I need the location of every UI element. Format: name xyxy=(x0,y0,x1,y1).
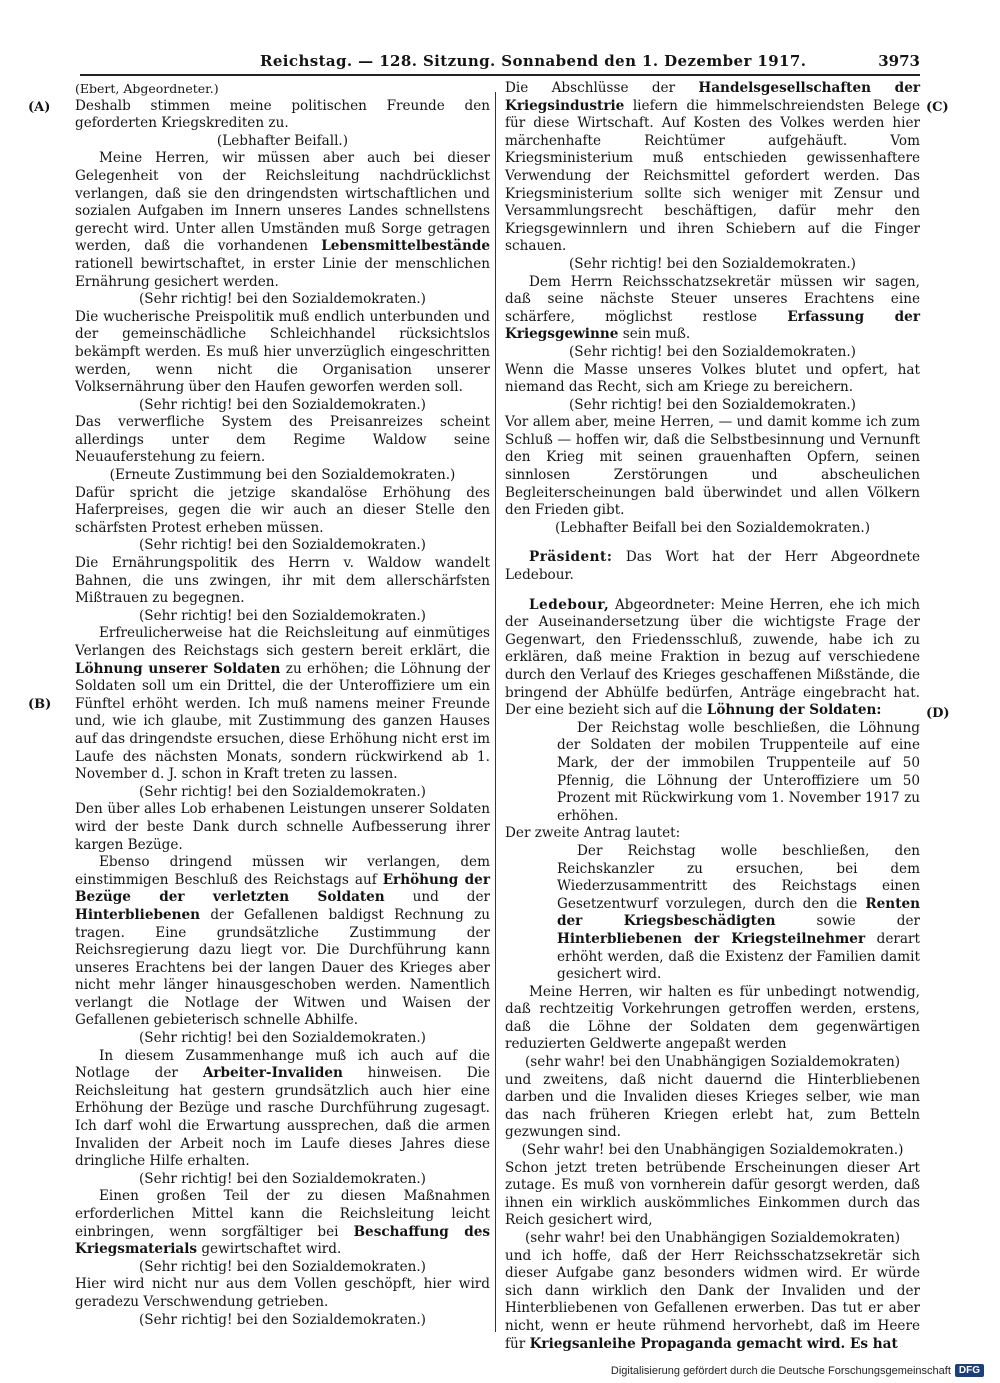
interjection: (sehr wahr! bei den Unabhängigen Sozialdemokraten) xyxy=(524,1054,901,1071)
page-number: 3973 xyxy=(878,52,920,70)
text: Ebenso dringend müssen wir verlangen, dem einstimmigen Beschluß des Reichstags auf xyxy=(75,854,490,888)
interjection: (Sehr richtig! bei den Sozialdemokraten.) xyxy=(139,1311,426,1328)
column-divider xyxy=(495,92,496,1332)
emphasis: Hinterbliebenen der Kriegsteilnehmer xyxy=(557,930,866,947)
left-column xyxy=(75,80,490,1329)
paragraph xyxy=(505,597,920,720)
emphasis: Erfassung der Kriegsgewinne xyxy=(505,308,920,343)
text: Die Abschlüsse der xyxy=(505,80,699,96)
text: rationell bewirtschaftet, in erster Linie der menschlichen Ernährung gesichert werden. xyxy=(75,255,490,290)
emphasis: Renten der Kriegsbeschädigten xyxy=(557,895,920,930)
text: zu erhöhen; die Löhnung der Soldaten soll um ein Drittel, die der Unteroffiziere um ein Fünftel erhöht werden. Ich muß namens meiner Freunde und, wie ich glaube, mit Zustimmung des ganzen Hauses auf das dringendste ersuchen, diese Erhöhung nicht erst im Laufe des nächsten Monats, sondern rückwirkend ab 1. November d. J. schon in Kraft treten zu lassen. xyxy=(75,660,490,783)
running-title: Reichstag. — 128. Sitzung. Sonnabend den 1. Dezember 1917. xyxy=(260,52,807,70)
paragraph: und zweitens, daß nicht dauernd die Hinterbliebenen darben und die Invaliden dieses Krieges selber, wie man das nach früheren Kriegen erlebt hat, zum Betteln gezwungen sind. xyxy=(505,1071,920,1141)
paragraph xyxy=(505,80,920,256)
paragraph: Die wucherische Preispolitik muß endlich unterbunden und der gemeinschädliche Schleichhandel rücksichtslos bekämpft werden. Es muß hier unverzüglich eingeschritten werden, wenn nicht die Organisation unserer Volksernährung über den Haufen geworfen werden soll. xyxy=(75,308,490,396)
text: und der xyxy=(384,889,490,906)
right-column xyxy=(505,80,920,1353)
emphasis: Erhöhung der Bezüge der verletzten Soldaten xyxy=(75,871,490,906)
funding-note: Digitalisierung gefördert durch die Deutsche Forschungsgemeinschaft xyxy=(610,1364,951,1377)
interjection: (sehr wahr! bei den Unabhängigen Sozialdemokraten) xyxy=(524,1230,901,1246)
paragraph: Dafür spricht die jetzige skandalöse Erhöhung des Haferpreises, gegen die wir auch an dieser Stelle den schärfsten Protest erheben müssen. xyxy=(75,484,490,536)
page-header xyxy=(80,50,920,76)
paragraph xyxy=(75,1048,490,1171)
margin-mark-d: (D) xyxy=(926,706,950,721)
paragraph: Der zweite Antrag lautet: xyxy=(505,825,681,842)
text: Erfreulicherweise hat die Reichsleitung auf einmütiges Verlangen des Reichstags sich gestern bereit erklärt, die xyxy=(75,625,490,659)
paragraph: Schon jetzt treten betrübende Erscheinungen dieser Art zutage. Es muß von vornherein dafür gesorgt werden, daß ihnen ein wirklich auskömmliches Einkommen durch das Reich gesichert wird, xyxy=(505,1159,920,1229)
interjection: (Sehr richtig! bei den Sozialdemokraten.) xyxy=(139,1030,426,1047)
paragraph xyxy=(75,625,490,783)
interjection: (Sehr richtig! bei den Sozialdemokraten.) xyxy=(139,783,426,800)
paragraph xyxy=(75,1188,490,1258)
text: Dem Herrn Reichsschatzsekretär müssen wir sagen, daß seine nächste Steuer unseres Erachtens eine schärfere, möglichst restlose xyxy=(505,273,920,325)
text: Das Wort hat der Herr Abgeordnete Ledebour. xyxy=(505,549,920,584)
paragraph: Das verwerfliche System des Preisanreizes scheint allerdings unter dem Regime Waldow seine Neuauferstehung zu feiern. xyxy=(75,414,490,466)
text: In diesem Zusammenhange muß ich auch auf die Notlage der xyxy=(75,1047,490,1082)
interjection: (Sehr richtig! bei den Sozialdemokraten.) xyxy=(569,396,856,413)
paragraph xyxy=(505,1248,920,1354)
speaker-name: Präsident: xyxy=(529,549,613,566)
text: gewirtschaftet wird. xyxy=(197,1241,342,1258)
interjection: (Sehr richtig! bei den Sozialdemokraten.) xyxy=(139,1258,426,1275)
text: Meine Herren, wir müssen aber auch bei dieser Gelegenheit von der Reichsleitung nachdrücklichst verlangen, daß sie den dringendsten wirtschaftlichen und sozialen Aufgaben im Innern unseres Landes schnellstens gerecht wird. Unter allen Umständen muß Sorge getragen werden, daß die vorhandenen xyxy=(75,150,490,255)
paragraph: Den über alles Lob erhabenen Leistungen unserer Soldaten wird der beste Dank durch schnelle Aufbesserung ihrer kargen Bezüge. xyxy=(75,801,490,853)
emphasis: Handelsgesellschaften der Kriegsindustrie xyxy=(505,80,921,114)
spacer xyxy=(505,537,920,549)
emphasis: Löhnung der Soldaten: xyxy=(706,702,882,719)
margin-mark-c: (C) xyxy=(926,100,949,115)
dfg-logo-icon: DFG xyxy=(955,1364,984,1377)
spacer xyxy=(505,585,920,597)
margin-mark-a: (A) xyxy=(28,100,51,115)
emphasis: Kriegsanleihe Propaganda gemacht wird. xyxy=(529,1335,846,1352)
motion-text: Der Reichstag wolle beschließen, die Löhnung der Soldaten der mobilen Truppenteile auf eine Mark, der der immobilen Truppenteile auf 50 Pfennig, die Löhnung der Unteroffiziere um 50 Prozent mit Rückwirkung vom 1. November 1917 zu erhöhen. xyxy=(557,719,920,824)
paragraph: Die Ernährungspolitik des Herrn v. Waldow wandelt Bahnen, die uns zwingen, ihr mit dem allerschärfsten Mißtrauen zu begegnen. xyxy=(75,555,490,607)
interjection: (Sehr richtig! bei den Sozialdemokraten.) xyxy=(569,343,856,360)
interjection: (Lebhafter Beifall.) xyxy=(216,132,349,149)
text: der Gefallenen baldigst Rechnung zu tragen. Eine grundsätzliche Zustimmung der Reichsregierung dazu liegt vor. Die Durchführung kann unseres Erachtens bei der langen Dauer des Krieges aber nicht mehr länger hinausgeschoben werden. Namentlich verlangt die Notlage der Witwen und Waisen der Gefallenen gebieterisch schnelle Abhilfe. xyxy=(75,906,490,1029)
paragraph: Meine Herren, wir halten es für unbedingt notwendig, daß rechtzeitig Vorkehrungen getroffen werden, erstens, daß die Löhne der Soldaten dem gegenwärtigen reduzierten Geldwerte angepaßt werden xyxy=(505,983,920,1053)
paragraph xyxy=(75,854,490,1030)
text: und ich hoffe, daß der Herr Reichsschatzsekretär sich dieser Aufgabe ganz besonders widmen wird. Er würde sich dann wirklich den Dank der Invaliden und der Hinterbliebenen von Gefallenen erwerben. Das tut er aber nicht, wenn er heute rühmend hervorhebt, daß im Heere für xyxy=(505,1247,920,1352)
interjection: (Erneute Zustimmung bei den Sozialdemokraten.) xyxy=(109,467,456,484)
text: Der Reichstag wolle beschließen, den Reichskanzler zu ersuchen, bei dem Wiederzusammentritt des Reichstags einen Gesetzentwurf vorzulegen, durch den die xyxy=(557,842,920,912)
interjection: (Sehr wahr! bei den Unabhängigen Sozialdemokraten.) xyxy=(521,1142,904,1159)
text: sowie der xyxy=(775,913,920,930)
paragraph: Hier wird nicht nur aus dem Vollen geschöpft, hier wird geradezu Verschwendung getrieben. xyxy=(75,1276,490,1310)
interjection: (Sehr richtig! bei den Sozialdemokraten.) xyxy=(139,607,426,624)
emphasis: Löhnung unserer Soldaten xyxy=(75,660,281,677)
emphasis: Lebensmittelbestände xyxy=(321,238,490,255)
text: derart erhöht werden, daß die Existenz der Familien damit gesichert wird. xyxy=(557,930,920,983)
interjection: (Sehr richtig! bei den Sozialdemokraten.) xyxy=(139,537,426,554)
interjection: (Sehr richtig! bei den Sozialdemokraten.) xyxy=(139,396,426,413)
paragraph: Vor allem aber, meine Herren, — und damit komme ich zum Schluß — hoffen wir, daß die Selbstbesinnung und Vernunft den Krieg mit seinen grauenhaften Opfern, seinen sinnlosen Zerstörungen und abscheulichen Begleiterscheinungen bald überwindet und allen Völkern den Frieden gibt. xyxy=(505,414,920,519)
motion-text xyxy=(505,843,920,984)
interjection: (Sehr richtig! bei den Sozialdemokraten.) xyxy=(139,291,426,308)
emphasis: Es hat xyxy=(845,1335,898,1352)
president-statement xyxy=(505,549,920,584)
text: Einen großen Teil der zu diesen Maßnahmen erforderlichen Mittel kann die Reichsleitung leicht einbringen, wenn sorgfältiger bei xyxy=(75,1188,490,1240)
speaker-tag: (Ebert, Abgeordneter.) xyxy=(75,81,219,96)
text: liefern die himmelschreiendsten Belege für diese Wirtschaft. Auf Kosten des Volkes werden hier märchenhafte Reichtümer aufgehäuft. Vom Kriegsministerium muß entschieden gewissenhaftere Verwendung der Reichsmittel gefordert werden. Das Kriegsministerium sollte sich weniger mit Zensur und Versammlungsrecht beschäftigen, dafür mehr den Kriegsgewinnlern und ihren Schiebern auf die Finger schauen. xyxy=(505,97,920,255)
emphasis: Beschaffung des Kriegsmaterials xyxy=(75,1223,490,1258)
speaker-name: Ledebour, xyxy=(529,596,610,613)
margin-mark-b: (B) xyxy=(28,697,52,712)
text: Abgeordneter: Meine Herren, ehe ich mich der Auseinandersetzung über die wichtigste Frage der Gegenwart, den Friedensschluß, zuwende, habe ich zu erklären, daß meine Fraktion in bezug auf verschiedene durch den Verlauf des Krieges geschaffenen Mißstände, die bringend der Abhülfe bedürfen, Anträge eingebracht hat. Der eine bezieht sich auf die xyxy=(505,596,920,719)
paragraph: Wenn die Masse unseres Volkes blutet und opfert, hat niemand das Recht, sich am Kriege zu bereichern. xyxy=(505,361,920,396)
text: hinweisen. Die Reichsleitung hat gestern grundsätzlich auch hier eine Erhöhung der Bezüge und rasche Durchführung zugesagt. Ich darf wohl die Erwartung aussprechen, daß die armen Invaliden der Arbeit noch im Laufe dieses Jahres diese dringliche Hilfe erhalten. xyxy=(75,1065,490,1170)
interjection: (Sehr richtig! bei den Sozialdemokraten.) xyxy=(569,255,856,272)
footer xyxy=(611,1364,984,1377)
emphasis: Arbeiter-Invaliden xyxy=(202,1065,343,1082)
paragraph xyxy=(75,150,490,291)
interjection: (Sehr richtig! bei den Sozialdemokraten.) xyxy=(139,1170,426,1187)
interjection: (Lebhafter Beifall bei den Sozialdemokraten.) xyxy=(554,519,871,536)
emphasis: Hinterbliebenen xyxy=(75,906,201,923)
paragraph: Deshalb stimmen meine politischen Freunde den geforderten Kriegskrediten zu. xyxy=(75,97,490,132)
text: sein muß. xyxy=(618,326,691,343)
paragraph xyxy=(505,274,920,344)
